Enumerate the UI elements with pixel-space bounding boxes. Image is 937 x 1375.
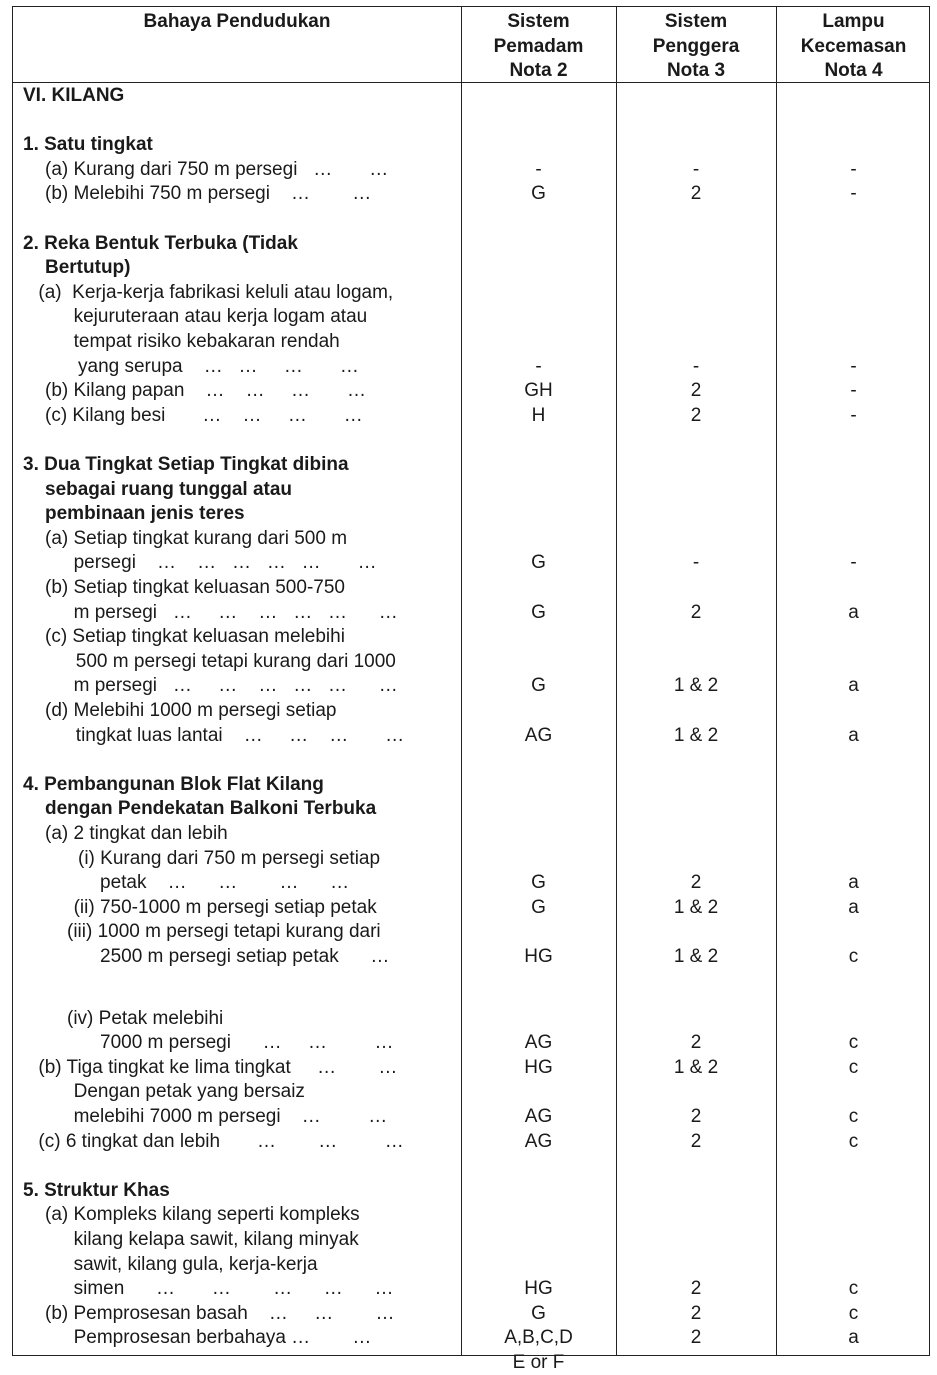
row-label: sawit, kilang gula, kerja-kerja (73, 1253, 318, 1275)
table-row (13, 527, 929, 552)
table-row (13, 1105, 929, 1130)
row-c3-value: 2 (690, 183, 702, 205)
row-c4-value: - (850, 183, 857, 205)
row-label: Dengan petak yang bersaiz (73, 1081, 305, 1103)
row-label: yang serupa … … … … (78, 355, 359, 377)
row-label: (b) Kilang papan … … … … (45, 380, 367, 402)
row-c2-value: AG (524, 1130, 553, 1152)
row-label: m persegi … … … … … … (73, 601, 398, 623)
row-label: (i) Kurang dari 750 m persegi setiap (78, 847, 381, 869)
table-row (13, 822, 929, 847)
row-c2-value: G (531, 896, 546, 918)
row-c4-value: - (850, 380, 857, 402)
table-row (13, 920, 929, 945)
row-label: 500 m persegi tetapi kurang dari 1000 (75, 650, 396, 672)
row-label: melebihi 7000 m persegi … … (73, 1105, 388, 1127)
row-c4-value: c (848, 1056, 859, 1078)
row-c2-value: HG (524, 1056, 553, 1078)
row-c4-value: c (848, 1302, 859, 1324)
row-c4-value: c (848, 946, 859, 967)
row-c3-value: 1 & 2 (673, 724, 719, 746)
row-c2-value: G (531, 1302, 546, 1324)
row-c3-value: - (692, 552, 700, 574)
row-c2-value: HG (524, 1278, 553, 1300)
table-row (13, 281, 929, 306)
table-row (13, 256, 929, 281)
row-label: 2. Reka Bentuk Terbuka (Tidak (23, 232, 298, 254)
row-c3-value: 2 (690, 380, 702, 402)
row-c2-value: H (531, 404, 546, 426)
row-label: (a) Setiap tingkat kurang dari 500 m (45, 527, 348, 549)
row-label: (b) Pemprosesan basah … … … (45, 1302, 395, 1324)
table-row (13, 797, 929, 822)
table-row (13, 773, 929, 798)
table-row (13, 1203, 929, 1228)
row-c4-value: a (848, 724, 859, 746)
row-label: kilang kelapa sawit, kilang minyak (73, 1228, 359, 1250)
row-label: tempat risiko kebakaran rendah (73, 331, 340, 352)
row-c2-value: A,B,C,D (504, 1327, 573, 1349)
table-row (13, 847, 929, 872)
row-label: sebagai ruang tunggal atau (45, 478, 293, 500)
row-label: (c) Kilang besi … … … … (45, 404, 363, 426)
row-c3-value: 2 (690, 1278, 702, 1300)
table-row (13, 1031, 929, 1056)
table-row (13, 699, 929, 724)
row-label: VI. KILANG (23, 85, 125, 106)
row-c4-value: - (850, 355, 857, 377)
row-c3-value: 2 (690, 1130, 702, 1152)
table-row (13, 625, 929, 650)
table-row (13, 1351, 929, 1375)
row-c2-value: - (535, 158, 542, 180)
row-label: (iii) 1000 m persegi tetapi kurang dari (67, 921, 381, 943)
row-c3-value: - (692, 355, 700, 377)
row-c2-value: GH (524, 380, 553, 402)
table-row (13, 109, 929, 134)
row-label: (c) Setiap tingkat keluasan melebihi (45, 626, 345, 648)
table-row (13, 158, 929, 183)
row-label: (a) Kerja-kerja fabrikasi keluli atau logam, (38, 281, 394, 303)
row-label: dengan Pendekatan Balkoni Terbuka (45, 798, 377, 820)
row-label: petak … … … … (100, 872, 350, 894)
table-row (13, 576, 929, 601)
table-row (13, 1154, 929, 1179)
table-row (13, 748, 929, 773)
table-row (13, 896, 929, 921)
row-label: (iv) Petak melebihi (67, 1007, 224, 1029)
row-c3-value: 2 (690, 1302, 702, 1324)
row-label: (b) Tiga tingkat ke lima tingkat … … (38, 1056, 398, 1078)
header-emergency-light: Lampu Kecemasan Nota 4 (800, 11, 907, 81)
row-label: (a) Kurang dari 750 m persegi … … (45, 158, 389, 180)
table-row (13, 982, 929, 1007)
table-row (13, 478, 929, 503)
table-row (13, 379, 929, 404)
row-c4-value: - (850, 158, 857, 180)
row-label: 7000 m persegi … … … (100, 1032, 394, 1054)
table-row (13, 1277, 929, 1302)
table-row (13, 871, 929, 896)
row-c4-value: a (848, 872, 859, 894)
row-c4-value: a (848, 675, 859, 697)
table-row (13, 1056, 929, 1081)
row-c3-value: 2 (690, 404, 702, 426)
row-label: persegi … … … … … … (73, 552, 377, 574)
table-row (13, 1130, 929, 1155)
table-row (13, 1007, 929, 1032)
table-row (13, 1302, 929, 1327)
table-row (13, 650, 929, 675)
row-c3-value: 2 (690, 1105, 702, 1127)
row-c3-value: 2 (690, 601, 702, 623)
row-c4-value: a (848, 896, 859, 918)
table-row (13, 1080, 929, 1105)
row-c2-value: E or F (512, 1351, 565, 1373)
row-c2-value: AG (524, 1032, 553, 1054)
table-row (13, 404, 929, 429)
row-label: pembinaan jenis teres (45, 503, 245, 525)
row-label: 5. Struktur Khas (23, 1179, 170, 1201)
row-c4-value: - (850, 404, 857, 426)
row-c3-value: 2 (690, 1327, 702, 1349)
header-alarm-system: Sistem Penggera Nota 3 (652, 11, 740, 81)
row-label: (c) 6 tingkat dan lebih … … … (38, 1130, 404, 1152)
row-label: (d) Melebihi 1000 m persegi setiap (45, 700, 337, 721)
row-label: (b) Setiap tingkat keluasan 500-750 (45, 577, 345, 598)
row-label: 4. Pembangunan Blok Flat Kilang (23, 773, 324, 795)
row-c2-value: G (531, 872, 546, 894)
row-c4-value: a (848, 1327, 859, 1349)
row-c2-value: G (531, 675, 546, 697)
table-row (13, 84, 929, 109)
row-c3-value: 1 & 2 (673, 896, 719, 918)
row-c2-value: HG (524, 946, 553, 967)
row-label: kejuruteraan atau kerja logam atau (73, 306, 368, 328)
table-row (13, 305, 929, 330)
row-c4-value: c (848, 1032, 859, 1054)
row-c2-value: G (531, 552, 546, 574)
header-occupancy-hazard: Bahaya Pendudukan (143, 11, 331, 32)
table-row (13, 1179, 929, 1204)
row-c2-value: AG (524, 1105, 553, 1127)
table-row (13, 945, 929, 970)
row-c3-value: 2 (690, 872, 702, 894)
row-c3-value: 1 & 2 (673, 1056, 719, 1078)
header-extinguishing-system: Sistem Pemadam Nota 2 (493, 11, 584, 81)
row-c2-value: G (531, 183, 546, 205)
table-row (13, 1253, 929, 1278)
occupancy-hazard-table (12, 6, 930, 1373)
row-c4-value: c (848, 1130, 859, 1152)
row-c3-value: 2 (690, 1032, 702, 1054)
table-row (13, 207, 929, 232)
row-c3-value: 1 & 2 (673, 675, 719, 697)
row-label: (b) Melebihi 750 m persegi … … (45, 183, 372, 205)
row-c2-value: G (531, 601, 546, 623)
row-c2-value: - (535, 355, 542, 377)
table-row (13, 601, 929, 626)
row-label: (ii) 750-1000 m persegi setiap petak (73, 896, 377, 918)
row-label: m persegi … … … … … … (73, 675, 398, 697)
table-row (13, 182, 929, 207)
table-row (13, 502, 929, 527)
table-row (13, 232, 929, 257)
row-label: (a) 2 tingkat dan lebih (45, 823, 228, 844)
row-label: 2500 m persegi setiap petak … (100, 946, 390, 967)
row-c4-value: - (850, 552, 857, 574)
row-label: (a) Kompleks kilang seperti kompleks (45, 1204, 360, 1226)
row-c4-value: a (848, 601, 859, 623)
table-row (13, 330, 929, 355)
row-label: simen … … … … … (73, 1278, 394, 1300)
table-row (13, 551, 929, 576)
table-row (13, 1228, 929, 1253)
row-c4-value: c (848, 1105, 859, 1127)
row-c3-value: 1 & 2 (673, 946, 719, 967)
row-c3-value: - (692, 158, 700, 180)
table-row (13, 674, 929, 699)
row-label: Pemprosesan berbahaya … … (73, 1327, 372, 1349)
table-row (13, 133, 929, 158)
row-c2-value: AG (524, 724, 553, 746)
table-row (13, 355, 929, 380)
table-row (13, 428, 929, 453)
table-row (13, 724, 929, 749)
row-c4-value: c (848, 1278, 859, 1300)
row-label: Bertutup) (45, 257, 131, 279)
row-label: 1. Satu tingkat (23, 134, 153, 156)
row-label: 3. Dua Tingkat Setiap Tingkat dibina (23, 454, 349, 475)
row-label: tingkat luas lantai … … … … (75, 724, 405, 746)
table-row (13, 453, 929, 478)
table-row (13, 1326, 929, 1351)
